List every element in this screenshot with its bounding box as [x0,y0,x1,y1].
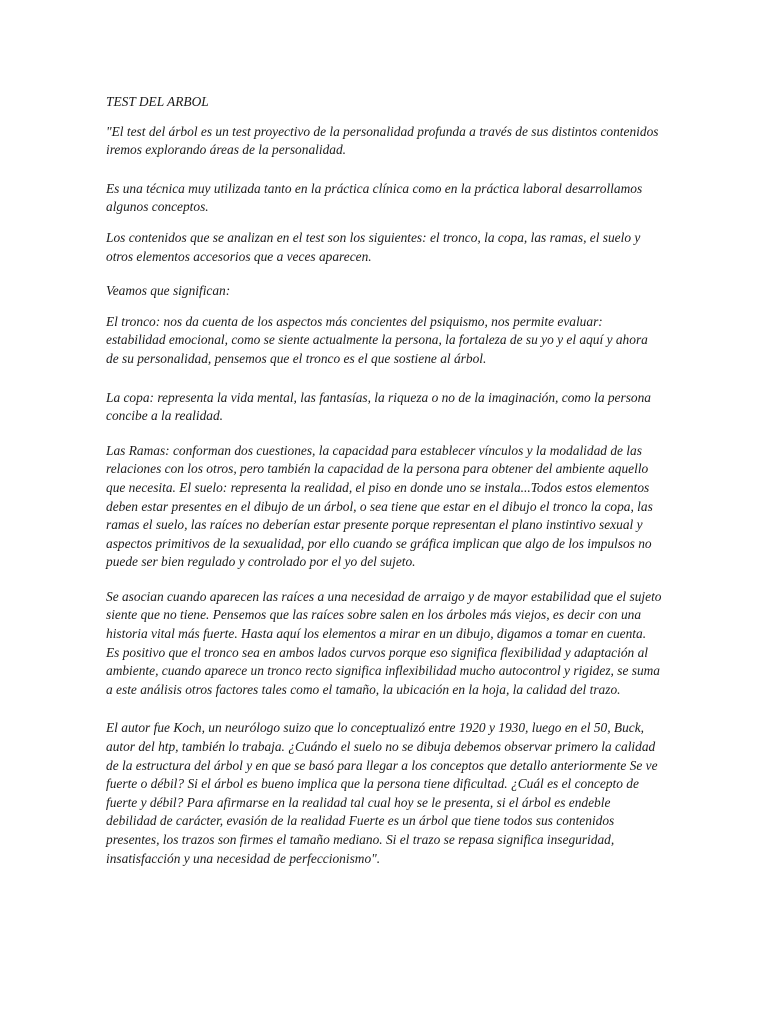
author-paragraph: El autor fue Koch, un neurólogo suizo que lo conceptualizó entre 1920 y 1930, luego en el 50, Buck, autor del htp, también lo trabaja. ¿Cuándo el suelo no se dibuja debemos observar primero la calidad de la estructura del árbol y en que se basó para llegar a los conceptos que detallo anteriormente Se ve fuerte o débil? Si el árbol es bueno implica que la persona tiene dificultad. ¿Cuál es el concepto de fuerte y débil? Para afirmarse en la realidad tal cual hoy se le presenta, si el árbol es endeble debilidad de carácter, evasión de la realidad Fuerte es un árbol que tiene todos sus contenidos presentes, los trazos son firmes el tamaño mediano. Si el trazo se repasa significa inseguridad, insatisfacción y una necesidad de perfeccionismo". [106,720,658,866]
technique-paragraph: Es una técnica muy utilizada tanto en la práctica clínica como en la práctica laboral desarrollamos algunos conceptos. [106,180,643,215]
branches-paragraph: Las Ramas: conforman dos cuestiones, la capacidad para establecer vínculos y la modalidad de las relaciones con los otros, pero también la capacidad de la persona para obtener del ambiente aquello que necesita. El suelo: representa la realidad, el piso en donde uno se instala...Todos estos elementos deben estar presentes en el dibujo de un árbol, o sea tiene que estar en el dibujo el tronco la copa, las ramas el suelo, las raíces no deberían estar presente porque representan el plano instintivo sexual y aspectos primitivos de la sexualidad, por ello cuando se gráfica implican que algo de los impulsos no puede ser bien regulado y controlado por el yo del sujeto. [106,442,653,570]
roots-paragraph: Se asocian cuando aparecen las raíces a una necesidad de arraigo y de mayor estabilidad que el sujeto siente que no tiene. Pensemos que las raíces sobre salen en los árboles más viejos, es decir con una historia vital más fuerte. Hasta aquí los elementos a mirar en un dibujo, digamos a tomar en cuenta. Es positivo que el tronco sea en ambos lados curvos porque eso significa flexibilidad y adaptación al ambiente, cuando aparece un tronco recto significa inflexibilidad mucho autocontrol y rigidez, se suma a este análisis otros factores tales como el tamaño, la ubicación en la hoja, la calidad del trazo. [106,588,662,697]
trunk-paragraph: El tronco: nos da cuenta de los aspectos más concientes del psiquismo, nos permite evaluar: estabilidad emocional, como se siente actualmente la persona, la fortaleza de su yo y el aquí y ahora de su personalidad, pensemos que el tronco es el que sostiene al árbol. [106,313,648,366]
document-title: TEST DEL ARBOL [106,94,209,109]
document-body [106,93,662,884]
contents-paragraph: Los contenidos que se analizan en el test son los siguientes: el tronco, la copa, las ramas, el suelo y otros elementos accesorios que a veces aparecen. [106,229,641,264]
intro-paragraph: "El test del árbol es un test proyectivo de la personalidad profunda a través de sus distintos contenidos iremos explorando áreas de la personalidad. [106,123,659,158]
meanings-intro-paragraph: Veamos que significan: [106,283,231,299]
crown-paragraph: La copa: representa la vida mental, las fantasías, la riqueza o no de la imaginación, como la persona concibe a la realidad. [106,389,652,424]
